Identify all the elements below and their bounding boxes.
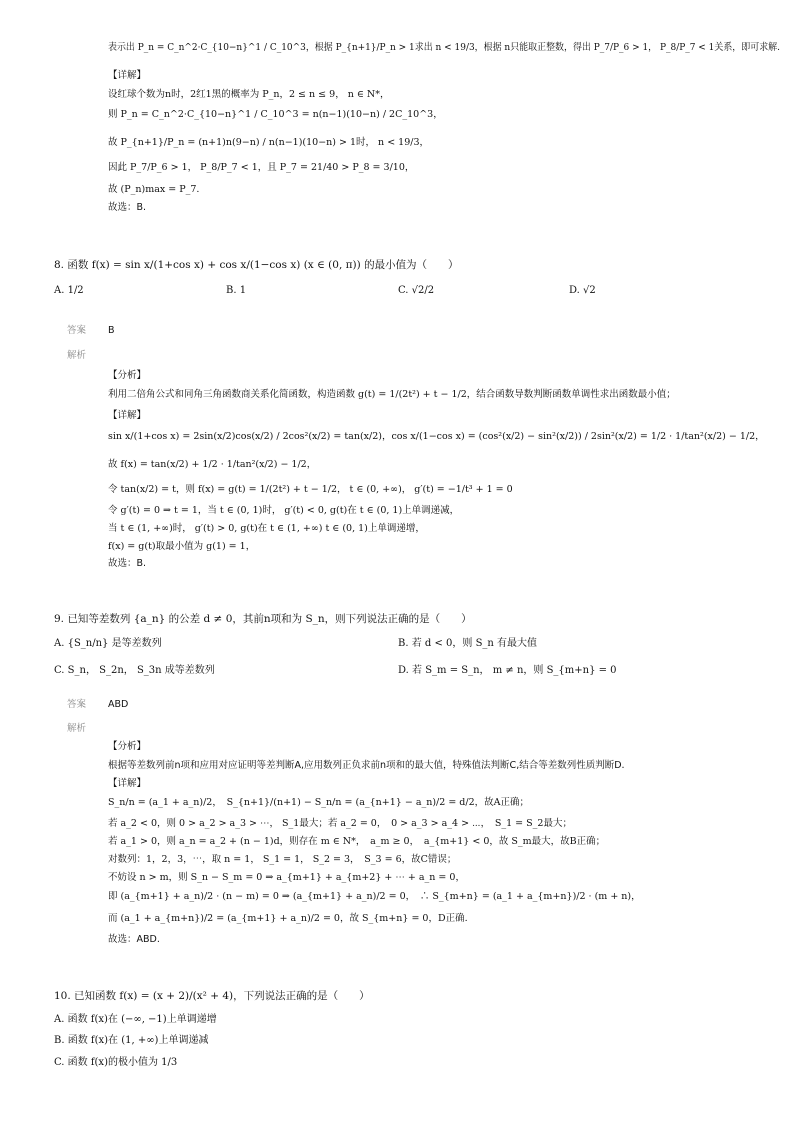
q7-detail-line: 故 P_{n+1}/P_n = (n+1)n(9−n) / n(n−1)(10−n) > 1时， n < 19/3， (108, 137, 430, 148)
q8-detail-tag: 【详解】 (108, 410, 147, 421)
q9-detail-line: 对数列：1，2，3，⋯，取 n = 1， S_1 = 1， S_2 = 3， S_3 = 6，故C错误； (108, 854, 457, 865)
q9-stem: 9. 已知等差数列 {a_n} 的公差 d ≠ 0，其前n项和为 S_n，则下列说法正确的是（ ） (54, 613, 472, 625)
q8-option-d: D. √2 (569, 285, 596, 296)
q10-option-b: B. 函数 f(x)在 (1, +∞)上单调递减 (54, 1035, 209, 1046)
q10-option-a: A. 函数 f(x)在 (−∞, −1)上单调递增 (54, 1014, 217, 1025)
q8-option-c: C. √2/2 (398, 285, 435, 296)
q8-stem: 8. 函数 f(x) = sin x/(1+cos x) + cos x/(1−cos x) (x ∈ (0, π)) 的最小值为（ ） (54, 259, 459, 271)
q9-detail-line: 若 a_2 < 0，则 0 > a_2 > a_3 > ⋯， S_1最大；若 a_2 = 0， 0 > a_3 > a_4 > ⋯， S_1 = S_2最大； (108, 818, 572, 829)
q9-option-a: A. {S_n/n} 是等差数列 (54, 638, 162, 649)
q7-detail-tag: 【详解】 (108, 70, 147, 81)
q7-detail-line: 则 P_n = C_n^2·C_{10−n}^1 / C_10^3 = n(n−1)(10−n) / 2C_10^3， (108, 109, 443, 120)
q9-option-b: B. 若 d < 0，则 S_n 有最大值 (398, 638, 538, 649)
q8-detail-line: 故 f(x) = tan(x/2) + 1/2 · 1/tan²(x/2) − 1/2， (108, 459, 317, 470)
q8-detail-line: 令 tan(x/2) = t，则 f(x) = g(t) = 1/(2t²) + t − 1/2， t ∈ (0, +∞)， g′(t) = −1/t³ + 1 = 0 (108, 484, 513, 495)
q9-detail-tag: 【详解】 (108, 778, 147, 789)
q9-detail-line: 即 (a_{m+1} + a_n)/2 · (n − m) = 0 ⇒ (a_{m+1} + a_n)/2 = 0， ∴ S_{m+n} = (a_1 + a_{m+n})/2 · (m + n)， (108, 891, 641, 902)
q8-analysis-label: 解析 (67, 350, 87, 361)
q7-choice-line: 故选：B. (108, 202, 147, 213)
q8-answer-label: 答案 (67, 325, 87, 336)
q9-detail-line: S_n/n = (a_1 + a_n)/2， S_{n+1}/(n+1) − S_n/n = (a_{n+1} − a_n)/2 = d/2，故A正确； (108, 797, 529, 808)
q9-option-c: C. S_n， S_2n， S_3n 成等差数列 (54, 665, 215, 676)
q7-explain-line: 表示出 P_n = C_n^2·C_{10−n}^1 / C_10^3，根据 P_{n+1}/P_n > 1求出 n < 19/3，根据 n只能取正整数，得出 P_7/P_6 > 1， P_8/P_7 < 1关系，即可求解. (108, 42, 780, 53)
q9-option-d: D. 若 S_m = S_n， m ≠ n，则 S_{m+n} = 0 (398, 665, 617, 676)
q8-choice-line: 故选：B. (108, 558, 147, 569)
q9-analysis-tag: 【分析】 (108, 741, 147, 752)
q9-analysis-label: 解析 (67, 723, 87, 734)
q9-detail-line: 若 a_1 > 0，则 a_n = a_2 + (n − 1)d，则存在 m ∈ N*， a_m ≥ 0， a_{m+1} < 0，故 S_m最大，故B正确； (108, 836, 606, 847)
q8-detail-line: 令 g′(t) = 0 ⇒ t = 1，当 t ∈ (0, 1)时， g′(t) < 0, g(t)在 t ∈ (0, 1)上单调递减， (108, 505, 460, 516)
q8-detail-line: f(x) = g(t)取最小值为 g(1) = 1， (108, 541, 256, 552)
q8-option-b: B. 1 (226, 285, 247, 296)
q10-option-c: C. 函数 f(x)的极小值为 1/3 (54, 1057, 178, 1068)
q8-analysis-line: 利用二倍角公式和同角三角函数商关系化简函数，构造函数 g(t) = 1/(2t²) + t − 1/2，结合函数导数判断函数单调性求出函数最小值； (108, 389, 676, 400)
q9-analysis-line: 根据等差数列前n项和应用对应证明等差判断A,应用数列正负求前n项和的最大值，特殊值法判断C,结合等差数列性质判断D. (108, 760, 625, 771)
q8-answer: B (108, 325, 115, 336)
q9-answer: ABD (108, 699, 129, 710)
q9-choice-line: 故选：ABD. (108, 934, 160, 945)
q9-detail-line: 而 (a_1 + a_{m+n})/2 = (a_{m+1} + a_n)/2 = 0，故 S_{m+n} = 0，D正确. (108, 913, 468, 924)
q7-detail-line: 故 (P_n)max = P_7. (108, 184, 200, 195)
q7-detail-line: 因此 P_7/P_6 > 1， P_8/P_7 < 1，且 P_7 = 21/40 > P_8 = 3/10， (108, 162, 415, 173)
q8-detail-line: 当 t ∈ (1, +∞)时， g′(t) > 0, g(t)在 t ∈ (1, +∞) t ∈ (0, 1)上单调递增， (108, 523, 425, 534)
q10-stem: 10. 已知函数 f(x) = (x + 2)/(x² + 4)，下列说法正确的是（ ） (54, 990, 370, 1002)
q7-detail-line: 设红球个数为n时，2红1黑的概率为 P_n，2 ≤ n ≤ 9， n ∈ N*， (108, 89, 390, 100)
q8-option-a: A. 1/2 (54, 285, 84, 296)
q9-detail-line: 不妨设 n > m，则 S_n − S_m = 0 ⇒ a_{m+1} + a_{m+2} + ⋯ + a_n = 0， (108, 872, 465, 883)
q8-detail-line: sin x/(1+cos x) = 2sin(x/2)cos(x/2) / 2cos²(x/2) = tan(x/2)，cos x/(1−cos x) = (cos²(x/2) − sin²(x/2)) / 2sin²(x/2) = 1/2 · 1/tan²(x/2) − 1/2， (108, 431, 765, 442)
q9-answer-label: 答案 (67, 699, 87, 710)
q8-analysis-tag: 【分析】 (108, 370, 147, 381)
